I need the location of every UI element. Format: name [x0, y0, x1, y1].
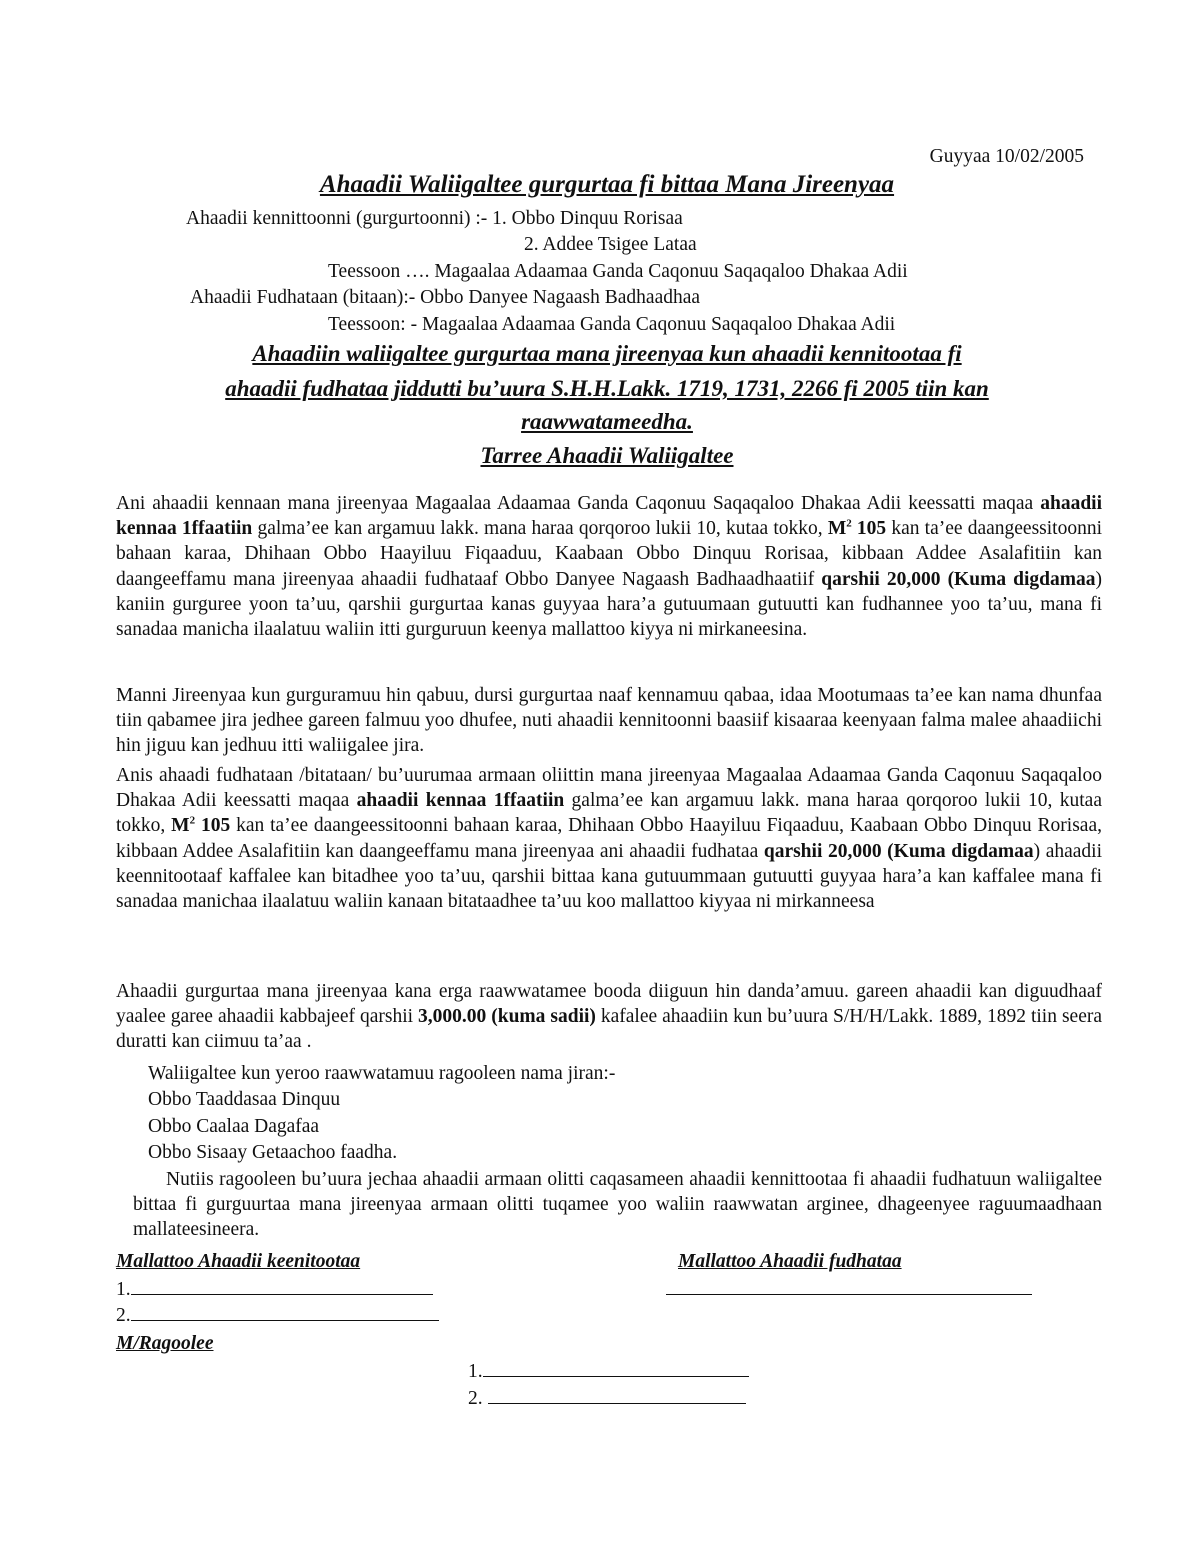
witness-intro: Waliigaltee kun yeroo raawwatamuu ragooleen nama jiran:- [148, 1063, 616, 1084]
sellers-address: Teessoon …. Magaalaa Adaamaa Ganda Caqonuu Saqaqaloo Dhakaa Adii [328, 261, 908, 282]
buyer-signature-line [666, 1276, 1032, 1303]
document-date: Guyyaa 10/02/2005 [929, 146, 1084, 167]
section-heading: Tarree Ahaadii Waliigaltee [480, 443, 734, 468]
subtitle-line-2: ahaadii fudhataa jiddutti bu’uura S.H.H.Lakk. 1719, 1731, 2266 fi 2005 tiin kan [225, 376, 989, 401]
witness-name: Obbo Caalaa Dagafaa [148, 1116, 320, 1137]
document-title: Ahaadii Waliigaltee gurgurtaa fi bittaa Mana Jireenyaa [319, 171, 895, 198]
paragraph-2: Manni Jireenyaa kun gurguramuu hin qabuu, dursi gurgurtaa naaf kennamuu qabaa, idaa Mootumaas ta’ee kan nama dhunfaa tiin qabamee jira jedhee gareen falmuu yoo dhufee, nuti ahaadii kennitoonni baasiif kisaaraa keenyaan falma malee ahaadiichi hin jiguu kan jedhuu itti waliigalee jira. [116, 685, 1102, 757]
sellers-line: Ahaadii kennittoonni (gurgurtoonni) :- 1. Obbo Dinquu Rorisaa [186, 208, 683, 229]
witness-signature-line-1: 1. [468, 1358, 749, 1385]
witness-name: Obbo Taaddasaa Dinquu [148, 1089, 341, 1110]
seller-signature-line-2: 2. [116, 1302, 439, 1329]
buyer-address: Teessoon: - Magaalaa Adaamaa Ganda Caqonuu Saqaqaloo Dhakaa Adii [328, 314, 896, 335]
seller-signature-line-1: 1. [116, 1276, 433, 1303]
subtitle-line-3: raawwatameedha. [521, 409, 693, 434]
witness-signature-line-2: 2. [468, 1385, 746, 1412]
witness-name: Obbo Sisaay Getaachoo faadha. [148, 1142, 398, 1163]
buyer-line: Ahaadii Fudhataan (bitaan):- Obbo Danyee Nagaash Badhaadhaa [190, 287, 701, 308]
paragraph-3: Anis ahaadi fudhataan /bitataan/ bu’uurumaa armaan oliittin mana jireenyaa Magaalaa Adaamaa Ganda Caqonuu Saqaqaloo Dhakaa Adii keessatti maqaa ahaadii kennaa 1ffaatiin galma’ee kan argamuu lakk. mana haraa qorqoroo lukii 10, kutaa tokko, $M^2$ 105 kan ta’ee daangeessitoonni bahaan karaa, Dhihaan Obbo Haayiluu Fiqaaduu, Kaabaan Obbo Dinquu Rorisaa, kibbaan Addee Asalafitiin kan daangeeffamu mana jireenyaa ani ahaadii fudhataa qarshii 20,000 (Kuma digdamaa) ahaadii keennitootaaf kaffalee kan bitadhee yoo ta’uu, qarshii bittaa kana gutuummaan gutuutti guyyaa hara’a kan kaffalee mana fi sanadaa manichaa ilaalatuu waliin kanaan bitataadhee ta’uu koo mallattoo kiyyaa ni mirkanneesa [116, 765, 1102, 913]
closing-paragraph: Nutiis ragooleen bu’uura jechaa ahaadii armaan olitti caqasameen ahaadii kennittootaa fi ahaadii fudhatuun waliigaltee bittaa fi gurguurtaa mana jireenyaa armaan olitti tuqamee yoo waliin raawwatan arginee, dhageenyee raguumaadhaan mallateesineera. [133, 1169, 1102, 1241]
paragraph-4: Ahaadii gurgurtaa mana jireenyaa kana erga raawwatamee booda diiguun hin danda’amuu. gareen ahaadii kan diguudhaaf yaalee garee ahaadii kabbajeef qarshii 3,000.00 (kuma sadii) kafalee ahaadiin kun bu’uura S/H/H/Lakk. 1889, 1892 tiin seera duratti kan ciimuu ta’aa . [116, 981, 1102, 1053]
buyer-signature-heading: Mallattoo Ahaadii fudhataa [678, 1251, 902, 1272]
witness-signature-heading: M/Ragoolee [116, 1333, 214, 1354]
seller-2-line: 2. Addee Tsigee Lataa [524, 234, 697, 255]
sellers-signature-heading: Mallattoo Ahaadii keenitootaa [116, 1251, 361, 1272]
subtitle-line-1: Ahaadiin waliigaltee gurgurtaa mana jireenyaa kun ahaadii kennitootaa fi [252, 341, 962, 366]
paragraph-1: Ani ahaadii kennaan mana jireenyaa Magaalaa Adaamaa Ganda Caqonuu Saqaqaloo Dhakaa Adii keessatti maqaa ahaadii kennaa 1ffaatiin galma’ee kan argamuu lakk. mana haraa qorqoroo lukii 10, kutaa tokko, $M^2$ 105 kan ta’ee daangeessitoonni bahaan karaa, Dhihaan Obbo Haayiluu Fiqaaduu, Kaabaan Obbo Dinquu Rorisaa, kibbaan Addee Asalafitiin kan daangeeffamu mana jireenyaa ahaadii fudhataaf Obbo Danyee Nagaash Badhaadhaatiif qarshii 20,000 (Kuma digdamaa) kaniin gurguree yoon ta’uu, qarshii gurgurtaa kanas guyyaa hara’a gutuumaan gutuutti kan fudhannee yoo ta’uu, mana fi sanadaa manicha ilaalatuu waliin itti gurguruun keenya mallattoo kiyya ni mirkaneesina. [116, 493, 1102, 641]
